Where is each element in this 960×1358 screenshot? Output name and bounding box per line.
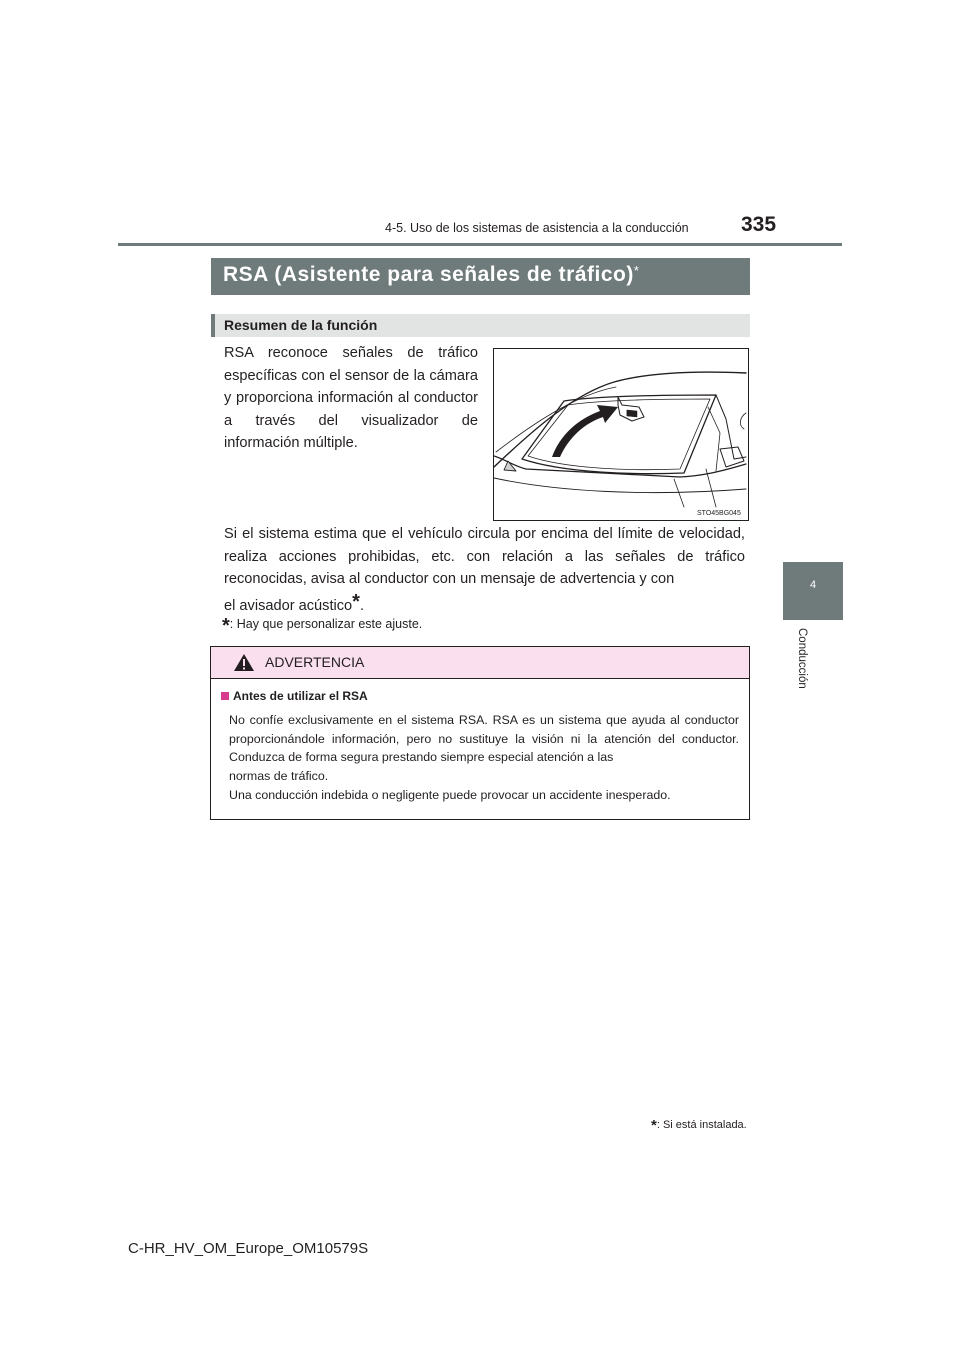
section-title-bar: [211, 258, 750, 295]
warning-body-1-text: No confíe exclusivamente en el sistema RSA. RSA es un sistema que ayuda al conductor proporcionándole información, pero no sustituye la visión ni la atención del conductor. Conduzca de forma segura prestando siempre especial atención a las: [229, 713, 739, 764]
customization-note: [222, 615, 422, 638]
header-section-title: 4-5. Uso de los sistemas de asistencia a la conducción: [385, 221, 689, 235]
note-star: *: [222, 615, 230, 637]
warning-title: ADVERTENCIA: [265, 654, 365, 670]
paragraph2-star: *: [352, 590, 360, 613]
paragraph2-text-end: el avisador acústico: [224, 597, 353, 614]
document-code: C-HR_HV_OM_Europe_OM10579S: [128, 1240, 369, 1257]
section-title-text: RSA (Asistente para señales de tráfico): [223, 263, 634, 286]
warning-body-2: Una conducción indebida o negligente puede provocar un accidente inesperado.: [229, 788, 671, 802]
chapter-tab-label: [796, 628, 816, 728]
footnote-star: *: [651, 1117, 657, 1134]
warning-header: [211, 647, 749, 679]
warning-item-heading: [221, 689, 368, 703]
note-text: : Hay que personalizar este ajuste.: [229, 617, 423, 631]
warning-body-1-last: normas de tráfico.: [229, 768, 329, 783]
chapter-tab-label-text: Conducción: [796, 628, 808, 689]
chapter-tab-number: 4: [809, 579, 817, 591]
footnote-text: : Si está instalada.: [656, 1119, 747, 1131]
paragraph2-period: .: [359, 597, 365, 614]
paragraph2-text: Si el sistema estima que el vehículo circula por encima del límite de velocidad, realiza acciones prohibidas, etc. con relación a las señales de tráfico reconocidas, avisa al conductor con un mensaje de advertencia y con: [224, 526, 745, 587]
bullet-square-icon: [221, 692, 229, 700]
intro-paragraph: RSA reconoce señales de tráfico específicas con el sensor de la cámara y proporciona información al conductor a través del visualizador de información múltiple.: [224, 345, 478, 451]
page-number: 335: [741, 213, 777, 236]
installation-footnote: [651, 1117, 747, 1134]
windshield-camera-figure: [493, 348, 749, 521]
subheading-text: Resumen de la función: [224, 317, 378, 333]
paragraph2-last-line: [224, 591, 745, 618]
header-divider: [118, 243, 842, 246]
warning-item-title: Antes de utilizar el RSA: [233, 689, 368, 703]
figure-code: STO45BG045: [697, 510, 741, 517]
subheading-bar: [211, 314, 750, 337]
section-title-star: *: [633, 263, 640, 278]
chapter-tab[interactable]: [783, 562, 843, 620]
warning-box: [210, 646, 750, 820]
warning-body-1: [229, 711, 739, 785]
section-title: [223, 263, 639, 287]
warning-triangle-icon: [233, 653, 255, 672]
windshield-illustration: [494, 349, 748, 520]
warning-description-paragraph: [224, 523, 745, 617]
subheading-accent: [211, 314, 215, 337]
